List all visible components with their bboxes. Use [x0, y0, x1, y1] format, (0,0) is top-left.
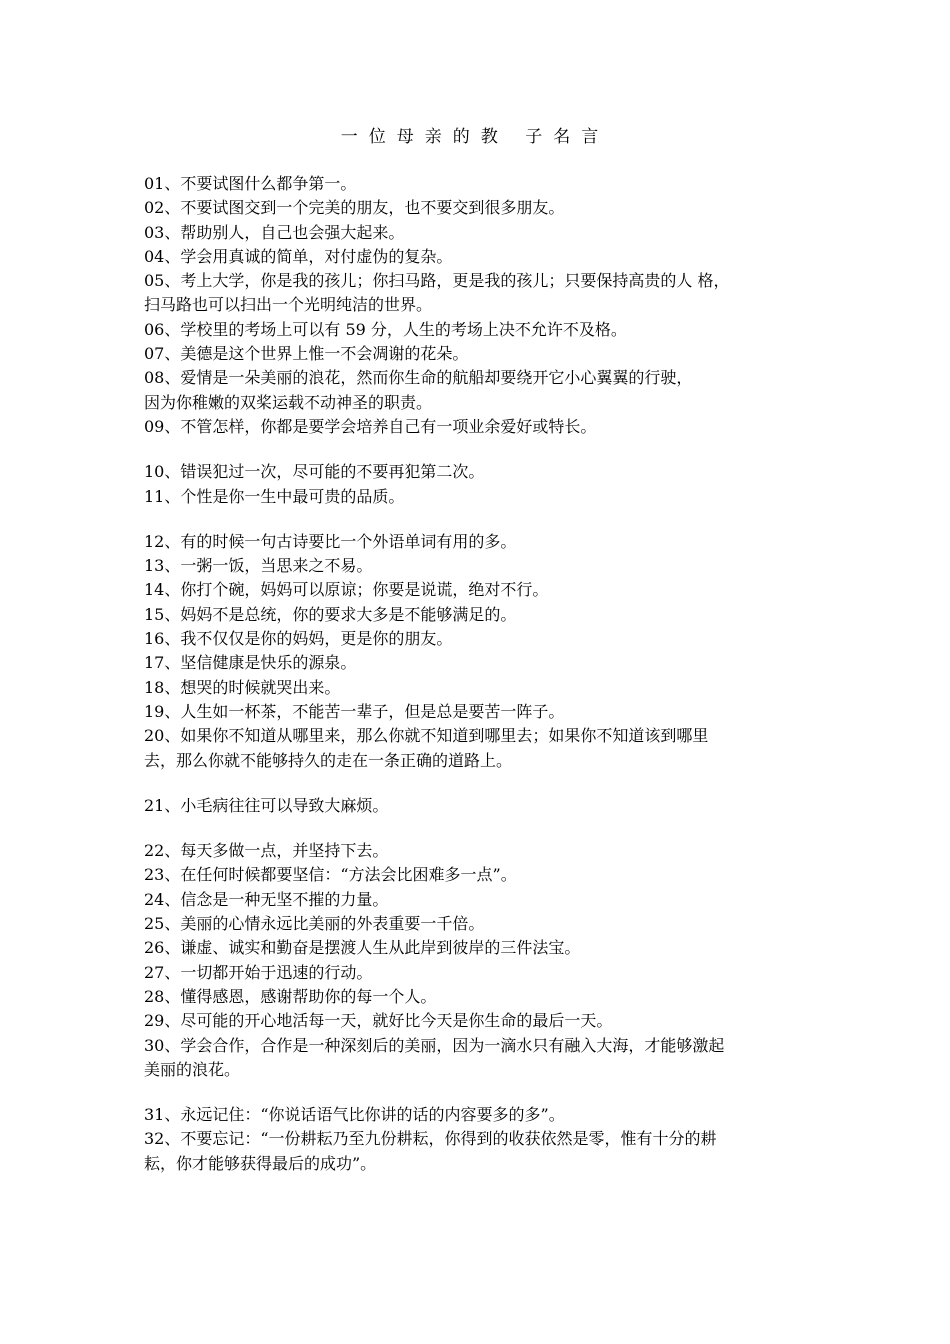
quote-line: 去，那么你就不能够持久的走在一条正确的道路上。 [144, 750, 513, 770]
quote-line: 24、信念是一种无坚不摧的力量。 [144, 889, 389, 909]
paragraph-gap [144, 439, 812, 460]
quote-line: 08、爱情是一朵美丽的浪花，然而你生命的航船却要绕开它小心翼翼的行驶， [144, 368, 693, 388]
quote-line: 13、一粥一饭，当思来之不易。 [144, 556, 373, 576]
quote-line: 02、不要试图交到一个完美的朋友，也不要交到很多朋友。 [144, 198, 565, 218]
quote-line: 22、每天多做一点，并坚持下去。 [144, 841, 389, 861]
quote-line: 27、一切都开始于迅速的行动。 [144, 962, 373, 982]
quote-line: 20、如果你不知道从哪里来，那么你就不知道到哪里去；如果你不知道该到哪里 [144, 726, 709, 746]
quote-line: 耘，你才能够获得最后的成功”。 [144, 1153, 377, 1173]
quote-line: 05、考上大学，你是我的孩儿；你扫马路，更是我的孩儿；只要保持高贵的人 格， [144, 271, 730, 291]
quote-line: 07、美德是这个世界上惟一不会凋谢的花朵。 [144, 344, 469, 364]
quote-line: 32、不要忘记：“一份耕耘乃至九份耕耘，你得到的收获依然是零，惟有十分的耕 [144, 1129, 717, 1149]
quote-line: 16、我不仅仅是你的妈妈，更是你的朋友。 [144, 629, 453, 649]
paragraph-gap [144, 818, 812, 839]
quote-line: 25、美丽的心情永远比美丽的外表重要一千倍。 [144, 914, 485, 934]
document-title: 一位母亲的教 子名言 [340, 127, 610, 147]
paragraph-gap [144, 1082, 812, 1103]
quote-line: 30、学会合作，合作是一种深刻后的美丽，因为一滴水只有融入大海，才能够激起 [144, 1035, 725, 1055]
quote-line: 14、你打个碗，妈妈可以原谅；你要是说谎，绝对不行。 [144, 580, 549, 600]
quote-list [144, 172, 812, 1176]
quote-line: 31、永远记住：“你说话语气比你讲的话的内容要多的多”。 [144, 1105, 565, 1125]
quote-line: 26、谦虚、诚实和勤奋是摆渡人生从此岸到彼岸的三件法宝。 [144, 938, 581, 958]
quote-line: 美丽的浪花。 [144, 1059, 241, 1079]
quote-line: 06、学校里的考场上可以有 59 分，人生的考场上决不允许不及格。 [144, 319, 627, 339]
quote-line: 01、不要试图什么都争第一。 [144, 174, 357, 193]
quote-line: 23、在任何时候都要坚信：“方法会比困难多一点”。 [144, 865, 517, 885]
quote-line: 09、不管怎样，你都是要学会培养自己有一项业余爱好或特长。 [144, 416, 597, 436]
quote-line: 18、想哭的时候就哭出来。 [144, 677, 341, 697]
quote-line: 10、错误犯过一次，尽可能的不要再犯第二次。 [144, 462, 485, 482]
quote-line: 04、学会用真诚的简单，对付虚伪的复杂。 [144, 246, 453, 266]
quote-line: 15、妈妈不是总统，你的要求大多是不能够满足的。 [144, 604, 517, 624]
paragraph-gap [144, 773, 812, 794]
quote-line: 11、个性是你一生中最可贵的品质。 [144, 486, 405, 506]
quote-line: 21、小毛病往往可以导致大麻烦。 [144, 795, 389, 815]
quote-line: 19、人生如一杯茶，不能苦一辈子，但是总是要苦一阵子。 [144, 701, 565, 721]
quote-line: 28、懂得感恩，感谢帮助你的每一个人。 [144, 986, 437, 1006]
quote-line: 因为你稚嫩的双桨运载不动神圣的职责。 [144, 392, 433, 412]
quote-line: 29、尽可能的开心地活每一天，就好比今天是你生命的最后一天。 [144, 1011, 613, 1031]
quote-line: 12、有的时候一句古诗要比一个外语单词有用的多。 [144, 531, 517, 551]
paragraph-gap [144, 509, 812, 530]
quote-line: 17、坚信健康是快乐的源泉。 [144, 653, 357, 673]
quote-line: 03、帮助别人，自己也会强大起来。 [144, 222, 405, 242]
quote-line: 扫马路也可以扫出一个光明纯洁的世界。 [144, 295, 433, 315]
